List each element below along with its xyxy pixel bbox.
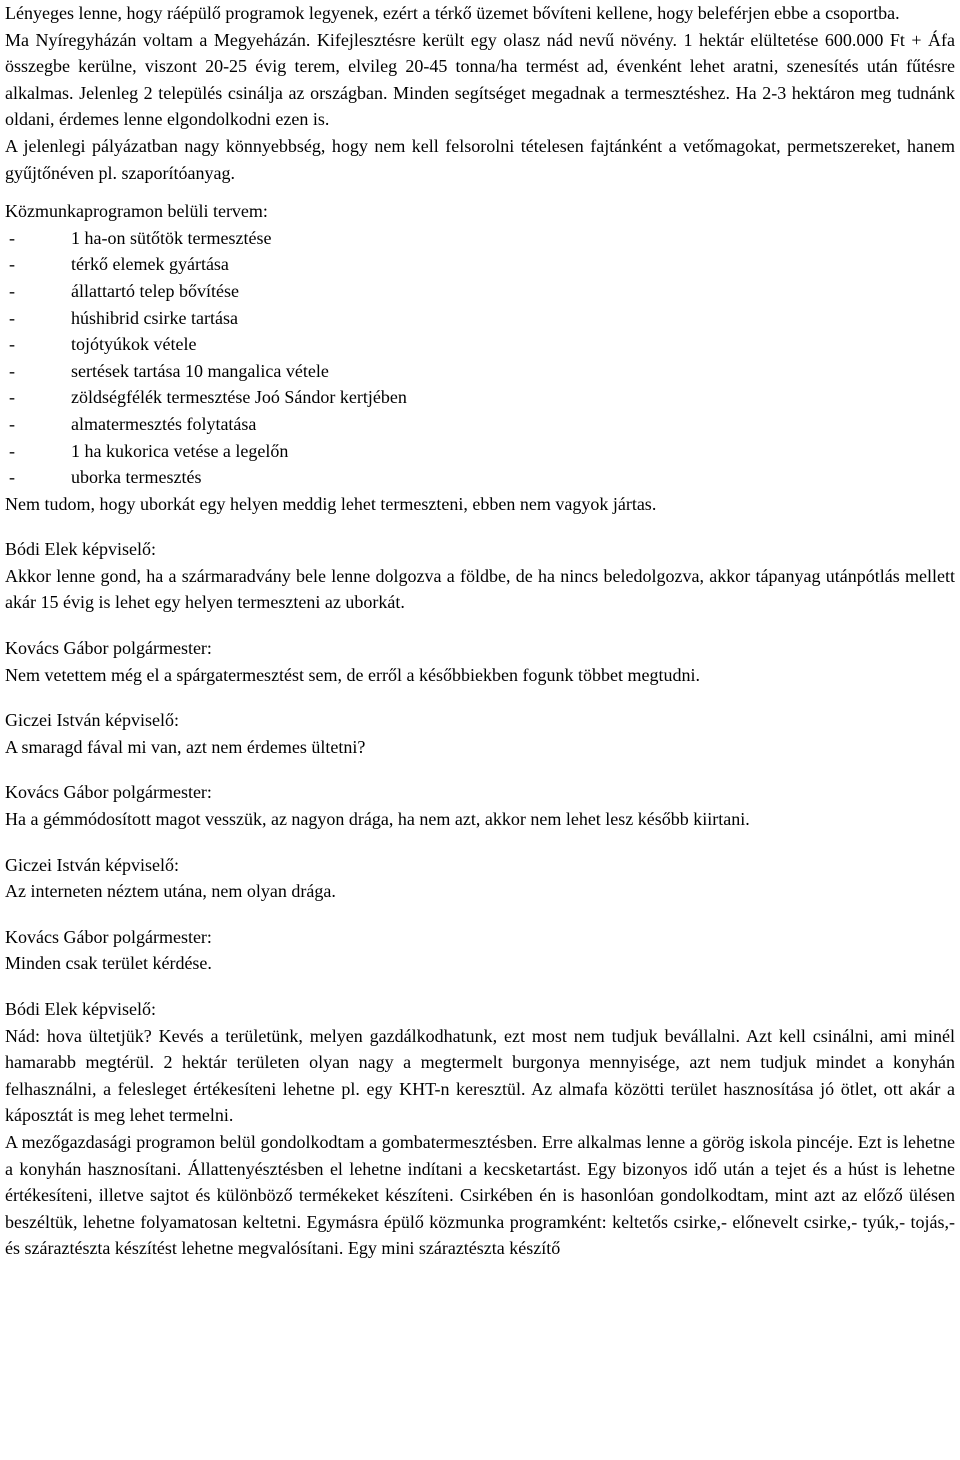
list-item-text: 1 ha-on sütőtök termesztése	[71, 227, 272, 248]
speech-paragraph: A mezőgazdasági programon belül gondolkodtam a gombatermesztésben. Erre alkalmas lenne a görög iskola pincéje. Ezt is lehetne a konyhán hasznosítani. Állattenyésztésben el lehetne indítani a kecsketartást. Egy bizonyos idő után a tejet és a húst is lehetne értékesíteni, illetve sajtot és különböző termékeket készíteni. Csirkében én is hasonlóan gondolkodtam, mint azt az előző ülésen beszéltük, lehetne folyamatosan keltetni. Egymásra épülő közmunka programként: keltetős csirke,- előnevelt csirke,- tyúk,- tojás,- és száraztészta készítést lehetne megvalósítani. Egy mini száraztészta készítő	[5, 1131, 955, 1259]
list-item	[5, 278, 955, 305]
list-item-text: sertések tartása 10 mangalica vétele	[71, 360, 329, 381]
speech-paragraph: A smaragd fával mi van, azt nem érdemes ültetni?	[5, 736, 366, 757]
list-item-text: 1 ha kukorica vetése a legelőn	[71, 440, 289, 461]
plan-list	[5, 225, 955, 491]
list-item-text: zöldségfélék termesztése Joó Sándor kertjében	[71, 387, 407, 408]
list-item	[5, 358, 955, 385]
list-dash: -	[9, 254, 15, 275]
list-dash: -	[9, 387, 15, 408]
speaker-name: Giczei István képviselő:	[5, 854, 179, 875]
speech-paragraph: Az interneten néztem utána, nem olyan drága.	[5, 881, 336, 902]
list-item	[5, 331, 955, 358]
speech-paragraph: Akkor lenne gond, ha a szármaradvány bele lenne dolgozva a földbe, de ha nincs beledolgozva, akkor tápanyag utánpótlás mellett akár 15 évig is lehet egy helyen termeszteni az uborkát.	[5, 565, 955, 613]
exchange	[5, 707, 955, 760]
intro-paragraph: A jelenlegi pályázatban nagy könnyebbség, hogy nem kell felsorolni tételesen fajtánként a vetőmagokat, permetszereket, hanem gyűjtőnéven pl. szaporítóanyag.	[5, 135, 955, 183]
list-item-text: húshibrid csirke tartása	[71, 307, 238, 328]
speaker-name: Kovács Gábor polgármester:	[5, 638, 212, 659]
list-item	[5, 411, 955, 438]
list-item-text: tojótyúkok vétele	[71, 334, 197, 355]
speaker-name: Kovács Gábor polgármester:	[5, 782, 212, 803]
intro-paragraph: Ma Nyíregyházán voltam a Megyeházán. Kifejlesztésre került egy olasz nád nevű növény. 1 hektár elültetése 600.000 Ft + Áfa összegbe kerülne, viszont 20-25 évig terem, elvileg 20-45 tonna/ha termést ad, évenként lehet aratni, szenesítés után fűtésre alkalmas. Jelenleg 2 település csinálja az országban. Minden segítséget megadnak a termesztéshez. Ha 2-3 hektáron meg tudnánk oldani, érdemes lenne elgondolkodni ezen is.	[5, 29, 955, 130]
list-item	[5, 251, 955, 278]
list-item-text: állattartó telep bővítése	[71, 280, 239, 301]
list-dash: -	[9, 280, 15, 301]
list-dash: -	[9, 227, 15, 248]
exchange	[5, 924, 955, 977]
speech-paragraph: Minden csak terület kérdése.	[5, 953, 212, 974]
list-item	[5, 384, 955, 411]
speech-paragraph: Ha a gémmódosított magot vesszük, az nagyon drága, ha nem azt, akkor nem lehet lesz később kiirtani.	[5, 809, 750, 830]
list-item	[5, 464, 955, 491]
list-item-text: térkő elemek gyártása	[71, 254, 229, 275]
list-item-text: uborka termesztés	[71, 467, 202, 488]
list-dash: -	[9, 334, 15, 355]
speaker-name: Giczei István képviselő:	[5, 710, 179, 731]
list-item	[5, 305, 955, 332]
plan-closing: Nem tudom, hogy uborkát egy helyen meddig lehet termeszteni, ebben nem vagyok jártas.	[5, 493, 657, 514]
list-dash: -	[9, 440, 15, 461]
list-dash: -	[9, 413, 15, 434]
list-item	[5, 225, 955, 252]
list-item	[5, 438, 955, 465]
speaker-name: Bódi Elek képviselő:	[5, 999, 156, 1019]
list-item-text: almatermesztés folytatása	[71, 413, 257, 434]
intro-paragraph: Lényeges lenne, hogy ráépülő programok legyenek, ezért a térkő üzemet bővíteni kellene, hogy beleférjen ebbe a csoportba.	[5, 3, 900, 23]
exchange	[5, 996, 955, 1262]
list-dash: -	[9, 360, 15, 381]
exchange	[5, 779, 955, 832]
exchange	[5, 536, 955, 616]
speaker-name: Kovács Gábor polgármester:	[5, 926, 212, 947]
speech-paragraph: Nem vetettem még el a spárgatermesztést sem, de erről a későbbiekben fogunk többet megtudni.	[5, 664, 700, 685]
exchange	[5, 852, 955, 905]
speaker-name: Bódi Elek képviselő:	[5, 539, 156, 560]
speech-paragraph: Nád: hova ültetjük? Kevés a területünk, melyen gazdálkodhatunk, ezt most nem tudjuk bevállalni. Azt kell csinálni, ami minél hamarabb megtérül. 2 hektár területen olyan nagy a megtermelt burgonya mennyisége, azt nem tudjuk mindet a konyhán felhasználni, a felesleget értékesíteni lehetne pl. egy KHT-n keresztül. Az almafa közötti terület hasznosítása jó ötlet, ott akár a káposztát is meg lehet termelni.	[5, 1025, 955, 1126]
list-dash: -	[9, 467, 15, 488]
exchange	[5, 635, 955, 688]
plan-heading: Közmunkaprogramon belüli tervem:	[5, 201, 268, 222]
list-dash: -	[9, 307, 15, 328]
